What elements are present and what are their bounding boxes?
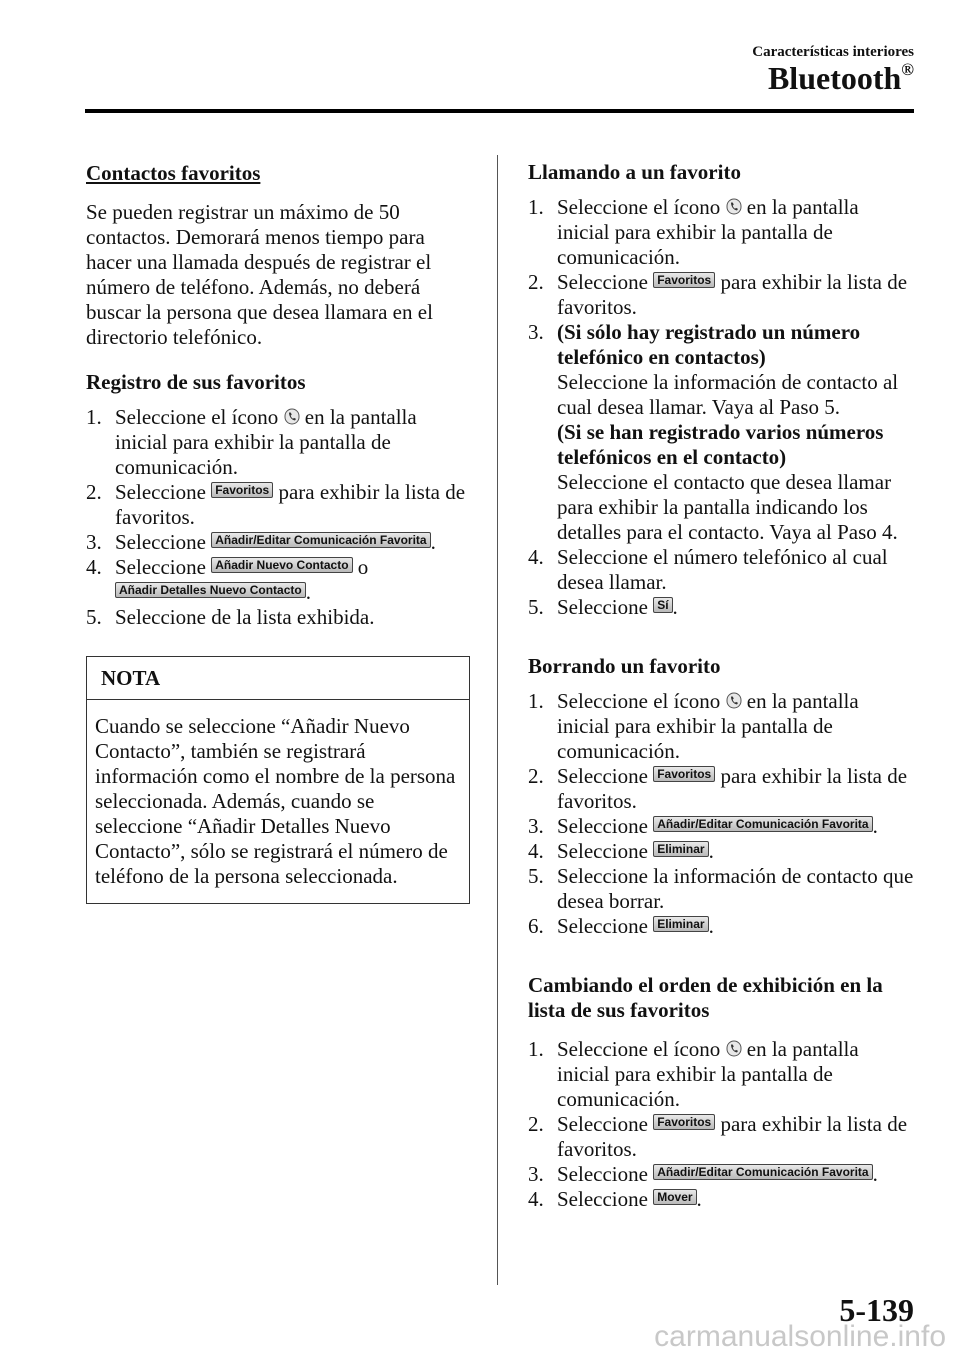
step-number: 1. — [528, 195, 544, 219]
step-text: . — [708, 914, 714, 938]
step-number: 2. — [528, 764, 544, 788]
step-text: Seleccione — [557, 270, 648, 294]
step-text: en la pantalla inicial para exhibir la pantalla de comunicación. — [557, 195, 859, 269]
step-number: 1. — [86, 405, 102, 429]
step-text: Seleccione — [557, 914, 648, 938]
page-title-text: Bluetooth — [767, 60, 902, 96]
delete-button: Eliminar — [653, 916, 708, 932]
list-item — [528, 1187, 916, 1212]
list-item — [528, 545, 916, 595]
left-column — [86, 160, 470, 904]
list-item — [86, 605, 470, 630]
step-text: Seleccione — [115, 480, 206, 504]
list-item — [528, 814, 916, 839]
add-edit-favorite-button: Añadir/Editar Comunicación Favorita — [653, 1164, 872, 1180]
step-number: 1. — [528, 1037, 544, 1061]
list-item — [528, 864, 916, 914]
right-column — [528, 160, 916, 1212]
delete-steps — [528, 689, 916, 939]
phone-icon — [726, 198, 742, 215]
list-item — [86, 405, 470, 480]
list-item — [528, 1162, 916, 1187]
step-text: . — [872, 1162, 878, 1186]
registered-mark: ® — [901, 60, 914, 79]
phone-icon — [726, 1040, 742, 1057]
list-item — [528, 914, 916, 939]
call-favorite-heading: Llamando a un favorito — [528, 160, 741, 184]
step-text: . — [696, 1187, 702, 1211]
step-text: en la pantalla inicial para exhibir la pantalla de comunicación. — [115, 405, 417, 479]
list-item — [528, 839, 916, 864]
step-text: Seleccione el ícono — [115, 405, 279, 429]
step-text: Seleccione la información de contacto al cual desea llamar. Vaya al Paso 5. — [557, 370, 899, 419]
step-text: Seleccione — [557, 1112, 648, 1136]
step-text: Seleccione el ícono — [557, 195, 721, 219]
step-text: para exhibir la lista de favoritos. — [115, 480, 466, 529]
list-item — [528, 689, 916, 764]
yes-button: Sí — [653, 597, 672, 613]
step-number: 5. — [86, 605, 102, 629]
delete-button: Eliminar — [653, 841, 708, 857]
step-number: 3. — [528, 320, 544, 344]
list-item — [86, 555, 470, 605]
delete-favorite-heading: Borrando un favorito — [528, 654, 721, 678]
section-title: Características interiores — [752, 44, 914, 60]
list-item — [528, 764, 916, 814]
favorites-heading: Contactos favoritos — [86, 161, 261, 185]
list-item — [528, 270, 916, 320]
note-heading: NOTA — [87, 657, 469, 700]
step-number: 5. — [528, 864, 544, 888]
step-text: Seleccione de la lista exhibida. — [115, 605, 375, 629]
header-rule — [85, 109, 914, 113]
note-box — [86, 656, 470, 904]
step-number: 3. — [528, 814, 544, 838]
register-steps — [86, 405, 470, 630]
step-text: Seleccione el ícono — [557, 689, 721, 713]
phone-icon — [284, 408, 300, 425]
step-number: 5. — [528, 595, 544, 619]
step-number: 4. — [86, 555, 102, 579]
step-number: 4. — [528, 545, 544, 569]
register-heading: Registro de sus favoritos — [86, 370, 306, 394]
step-text: . — [872, 814, 878, 838]
step-text: para exhibir la lista de favoritos. — [557, 764, 908, 813]
note-body: Cuando se seleccione “Añadir Nuevo Contacto”, también se registrará información como el nombre de la persona seleccionada. Además, cuando se seleccione “Añadir Detalles Nuevo Contacto”, sólo se registrará el número de teléfono de la persona seleccionada. — [95, 714, 456, 888]
list-item — [528, 595, 916, 620]
page-number: 5-139 — [839, 1292, 914, 1328]
column-divider — [497, 155, 498, 1285]
step-text: . — [672, 595, 678, 619]
step-number: 4. — [528, 839, 544, 863]
add-edit-favorite-button: Añadir/Editar Comunicación Favorita — [211, 532, 430, 548]
move-button: Mover — [653, 1189, 696, 1205]
favoritos-button: Favoritos — [653, 766, 715, 782]
step-text: Seleccione — [557, 764, 648, 788]
step-number: 3. — [86, 530, 102, 554]
reorder-favorites-heading: Cambiando el orden de exhibición en la lista de sus favoritos — [528, 973, 883, 1022]
add-contact-details-button: Añadir Detalles Nuevo Contacto — [115, 582, 306, 598]
step-number: 2. — [528, 270, 544, 294]
step-text: Seleccione el ícono — [557, 1037, 721, 1061]
step-text: . — [430, 530, 436, 554]
add-edit-favorite-button: Añadir/Editar Comunicación Favorita — [653, 816, 872, 832]
step-condition: (Si se han registrado varios números telefónicos en el contacto) — [557, 420, 884, 469]
step-text: . — [305, 580, 311, 604]
step-text: Seleccione — [557, 595, 648, 619]
list-item — [528, 320, 916, 545]
step-text: para exhibir la lista de favoritos. — [557, 270, 908, 319]
phone-icon — [726, 692, 742, 709]
step-text: Seleccione — [557, 1162, 648, 1186]
page-title — [768, 60, 914, 97]
step-text: para exhibir la lista de favoritos. — [557, 1112, 908, 1161]
step-text: en la pantalla inicial para exhibir la pantalla de comunicación. — [557, 1037, 859, 1111]
favoritos-button: Favoritos — [653, 1114, 715, 1130]
step-number: 1. — [528, 689, 544, 713]
add-new-contact-button: Añadir Nuevo Contacto — [211, 557, 352, 573]
step-condition: (Si sólo hay registrado un número telefónico en contactos) — [557, 320, 861, 369]
step-text: Seleccione — [557, 814, 648, 838]
reorder-steps — [528, 1037, 916, 1212]
step-number: 2. — [86, 480, 102, 504]
favoritos-button: Favoritos — [211, 482, 273, 498]
step-text: Seleccione el número telefónico al cual desea llamar. — [557, 545, 888, 594]
list-item — [86, 530, 470, 555]
watermark: carmanualsonline.info — [654, 1320, 946, 1353]
step-number: 2. — [528, 1112, 544, 1136]
step-number: 6. — [528, 914, 544, 938]
step-text: en la pantalla inicial para exhibir la pantalla de comunicación. — [557, 689, 859, 763]
favoritos-button: Favoritos — [653, 272, 715, 288]
step-text: Seleccione — [557, 1187, 648, 1211]
list-item — [86, 480, 470, 530]
step-text: . — [708, 839, 714, 863]
step-text: Seleccione la información de contacto que desea borrar. — [557, 864, 914, 913]
step-number: 4. — [528, 1187, 544, 1211]
list-item — [528, 195, 916, 270]
list-item — [528, 1112, 916, 1162]
step-text: Seleccione — [557, 839, 648, 863]
step-text: Seleccione el contacto que desea llamar para exhibir la pantalla indicando los detalles para el contacto. Vaya al Paso 4. — [557, 470, 898, 544]
step-text: Seleccione — [115, 555, 206, 579]
step-text: o — [357, 555, 369, 579]
list-item — [528, 1037, 916, 1112]
step-text: Seleccione — [115, 530, 206, 554]
favorites-intro: Se pueden registrar un máximo de 50 contactos. Demorará menos tiempo para hacer una llamada después de registrar el número de teléfono. Además, no deberá buscar la persona que desea llamara en el directorio telefónico. — [86, 200, 433, 349]
call-steps — [528, 195, 916, 620]
step-number: 3. — [528, 1162, 544, 1186]
